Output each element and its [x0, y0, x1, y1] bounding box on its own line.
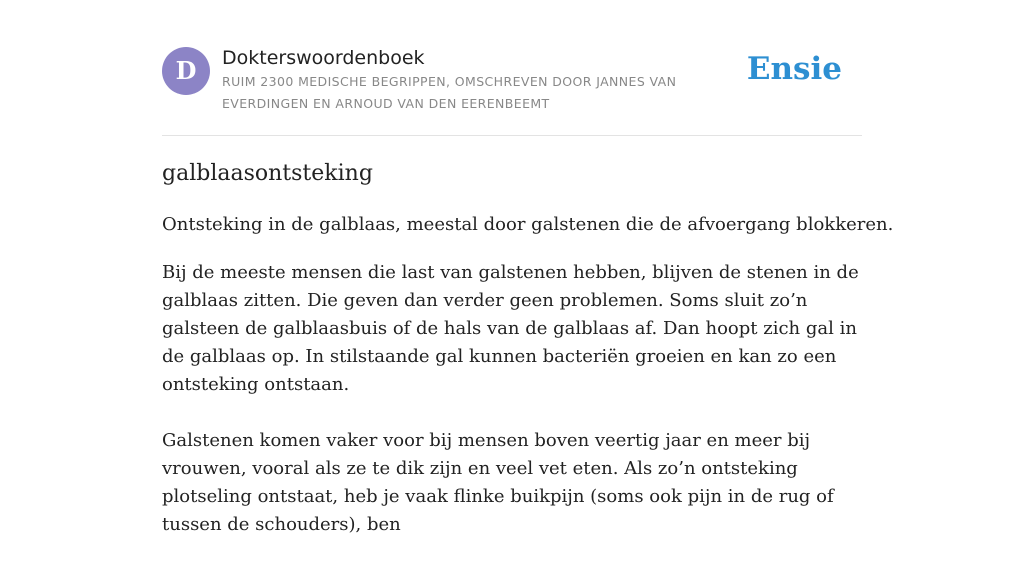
term-title: galblaasontsteking: [162, 161, 373, 186]
dictionary-avatar[interactable]: D: [162, 47, 210, 95]
dictionary-title[interactable]: Dokterswoordenboek: [222, 47, 425, 69]
body-paragraph: Bij de meeste mensen die last van galstenen hebben, blijven de stenen in de galblaas zitten. Die geven dan verder geen problemen. Soms sluit zo’n galsteen de galblaasbuis of de hals van de galblaas af. Dan hoopt zich gal in de galblaas op. In stilstaande gal kunnen bacteriën groeien en kan zo een ontsteking ontstaan.: [162, 262, 859, 395]
dictionary-header: [162, 0, 862, 136]
term-body: [162, 259, 862, 567]
body-paragraph: Galstenen komen vaker voor bij mensen boven veertig jaar en meer bij vrouwen, vooral als ze te dik zijn en veel vet eten. Als zo’n ontsteking plotseling ontstaat, heb je vaak flinke buikpijn (soms ook pijn in de rug of tussen de schouders), ben: [162, 430, 834, 535]
content-column: [162, 0, 894, 535]
dictionary-description: RUIM 2300 MEDISCHE BEGRIPPEN, OMSCHREVEN DOOR JANNES VAN EVERDINGEN EN ARNOUD VAN DEN EERENBEEMT: [222, 74, 677, 111]
ensie-logo-link[interactable]: Ensie: [746, 51, 842, 87]
term-summary: Ontsteking in de galblaas, meestal door galstenen die de afvoergang blokkeren.: [162, 214, 894, 235]
